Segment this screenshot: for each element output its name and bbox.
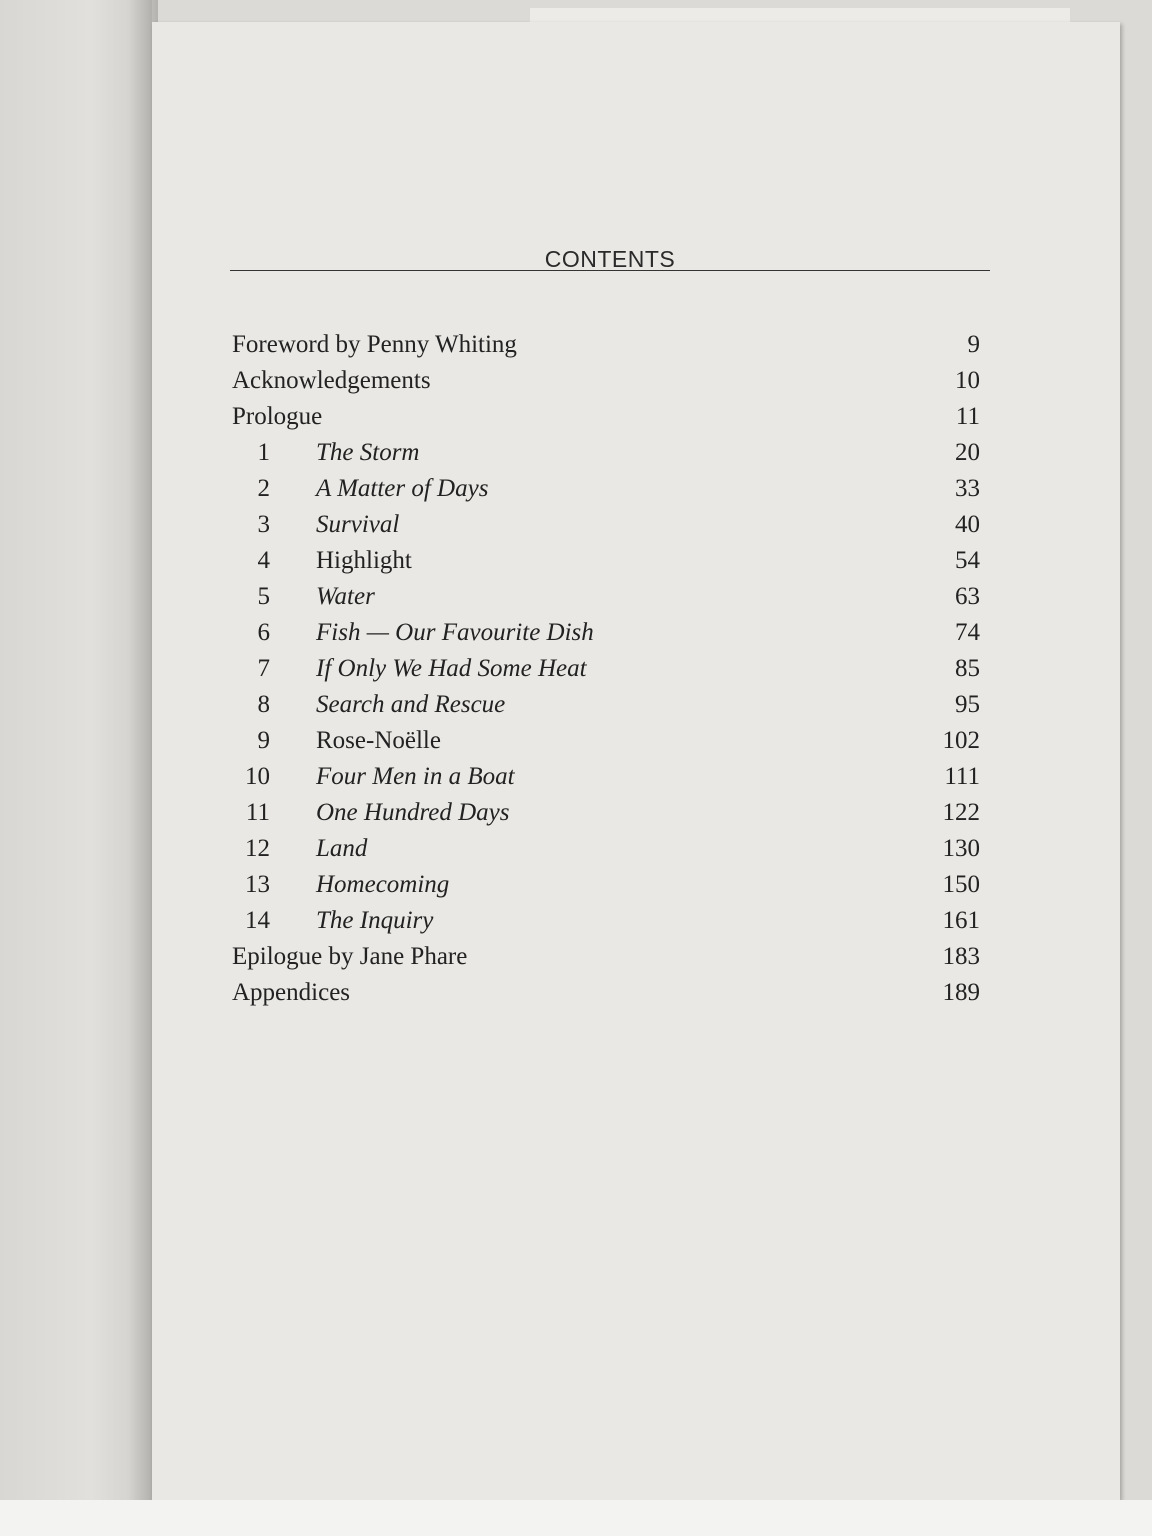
entry-title: Foreword by Penny Whiting — [232, 331, 517, 358]
page-number: 122 — [942, 799, 980, 826]
chapter-number: 8 — [257, 691, 270, 718]
chapter-number: 6 — [257, 619, 270, 646]
toc-entry — [232, 942, 990, 978]
page-number: 33 — [955, 475, 980, 502]
chapter-number: 11 — [245, 799, 270, 826]
chapter-number: 2 — [257, 475, 270, 502]
page-number: 20 — [955, 439, 980, 466]
page-number: 189 — [942, 979, 980, 1006]
toc-entry — [232, 726, 990, 762]
toc-entry — [232, 402, 990, 438]
toc-entry — [232, 978, 990, 1014]
entry-title: Highlight — [316, 547, 412, 574]
chapter-number: 9 — [257, 727, 270, 754]
entry-title: Search and Rescue — [316, 691, 506, 718]
page-number: 183 — [942, 943, 980, 970]
chapter-number: 3 — [257, 511, 270, 538]
page-number: 9 — [967, 331, 980, 358]
page-number: 10 — [955, 367, 980, 394]
page-number: 85 — [955, 655, 980, 682]
chapter-number: 5 — [257, 583, 270, 610]
entry-title: Survival — [316, 511, 400, 538]
entry-title: Water — [316, 583, 375, 610]
chapter-number: 7 — [257, 655, 270, 682]
toc-entry — [232, 330, 990, 366]
chapter-number: 12 — [245, 835, 270, 862]
chapter-number: 4 — [257, 547, 270, 574]
page-number: 63 — [955, 583, 980, 610]
table-of-contents — [232, 330, 990, 1014]
entry-title: The Inquiry — [316, 907, 434, 934]
chapter-number: 10 — [245, 763, 270, 790]
entry-title: Homecoming — [316, 871, 450, 898]
entry-title: Prologue — [232, 403, 323, 430]
entry-title: Fish — Our Favourite Dish — [316, 619, 594, 646]
page-number: 95 — [955, 691, 980, 718]
page-number: 161 — [942, 907, 980, 934]
toc-entry — [232, 474, 990, 510]
heading-rule — [230, 270, 990, 271]
chapter-number: 1 — [257, 439, 270, 466]
entry-title: Land — [316, 835, 368, 862]
chapter-number: 14 — [245, 907, 270, 934]
contents-heading: CONTENTS — [544, 246, 676, 272]
page-number: 11 — [955, 403, 980, 430]
toc-entry — [232, 798, 990, 834]
toc-entry — [232, 834, 990, 870]
entry-title: Acknowledgements — [232, 367, 431, 394]
toc-entry — [232, 870, 990, 906]
page-number: 111 — [944, 763, 980, 790]
entry-title: Epilogue by Jane Phare — [232, 943, 468, 970]
toc-entry — [232, 654, 990, 690]
page-number: 102 — [942, 727, 980, 754]
entry-title: The Storm — [316, 439, 420, 466]
page-number: 130 — [942, 835, 980, 862]
toc-entry — [232, 690, 990, 726]
entry-title: A Matter of Days — [316, 475, 489, 502]
entry-title: One Hundred Days — [316, 799, 510, 826]
toc-entry — [232, 438, 990, 474]
entry-title: Appendices — [232, 979, 351, 1006]
page-number: 150 — [942, 871, 980, 898]
page-number: 40 — [955, 511, 980, 538]
chapter-number: 13 — [245, 871, 270, 898]
toc-entry — [232, 366, 990, 402]
toc-entry — [232, 582, 990, 618]
toc-entry — [232, 762, 990, 798]
toc-entry — [232, 546, 990, 582]
page-number: 74 — [955, 619, 980, 646]
toc-entry — [232, 510, 990, 546]
entry-title: If Only We Had Some Heat — [316, 655, 587, 682]
page-number: 54 — [955, 547, 980, 574]
table-surface — [0, 1500, 1152, 1536]
entry-title: Four Men in a Boat — [316, 763, 515, 790]
toc-entry — [232, 906, 990, 942]
toc-entry — [232, 618, 990, 654]
entry-title: Rose-Noëlle — [316, 727, 441, 754]
